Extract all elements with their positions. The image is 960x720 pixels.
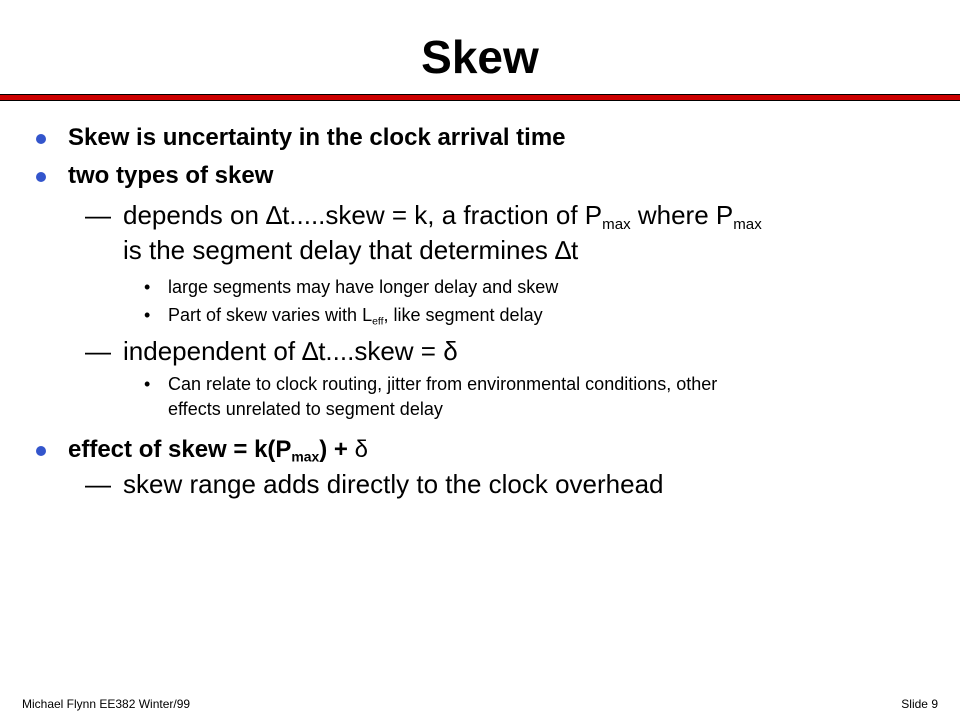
detail-text: effects unrelated to segment delay	[168, 399, 443, 419]
detail-item	[144, 373, 718, 396]
sub-item	[85, 468, 664, 500]
delta-small-symbol: δ	[443, 336, 458, 366]
bullet-item	[68, 123, 566, 153]
subscript: max	[602, 215, 631, 233]
title-rule	[0, 94, 960, 101]
delta-symbol: ∆	[555, 235, 572, 265]
subscript: eff	[372, 316, 384, 328]
detail-text: Can relate to clock routing, jitter from environmental conditions, other	[168, 374, 718, 394]
sub-item	[85, 335, 458, 367]
sub-item	[85, 199, 762, 233]
delta-symbol: ∆	[266, 200, 283, 230]
small-bullet-icon: •	[144, 374, 151, 394]
bullet-text: two types of skew	[68, 162, 274, 189]
slide-title: Skew	[421, 31, 539, 83]
sub-text: independent of	[123, 336, 303, 366]
detail-text: Part of skew varies with L	[168, 305, 373, 325]
dash-marker: —	[85, 200, 111, 230]
sub-text: depends on	[123, 200, 267, 230]
detail-item-continuation	[168, 398, 443, 421]
subscript: max	[733, 215, 762, 233]
sub-text: t....skew =	[318, 336, 444, 366]
bullet-item	[68, 435, 368, 465]
footer-slide-number: Slide 9	[901, 697, 938, 711]
sub-item-continuation	[123, 234, 578, 266]
detail-text: large segments may have longer delay and skew	[168, 277, 559, 297]
bullet-text: Skew is uncertainty in the clock arrival time	[68, 124, 566, 151]
bullet-dot-icon	[36, 446, 46, 456]
detail-item	[144, 304, 543, 328]
subscript: max	[291, 448, 320, 465]
delta-symbol: ∆	[302, 336, 319, 366]
small-bullet-icon: •	[144, 277, 151, 297]
bullet-dot-icon	[36, 172, 46, 182]
detail-item	[144, 276, 559, 299]
dash-marker: —	[85, 469, 111, 499]
delta-small-symbol: δ	[354, 436, 368, 463]
dash-marker: —	[85, 336, 111, 366]
sub-text: t.....skew = k, a fraction of P	[282, 200, 603, 230]
bullet-text: ) +	[319, 436, 355, 463]
small-bullet-icon: •	[144, 305, 151, 325]
sub-text: is the segment delay that determines	[123, 235, 556, 265]
footer-author: Michael Flynn EE382 Winter/99	[22, 697, 191, 711]
bullet-text: effect of skew = k(P	[68, 436, 292, 463]
sub-text: where P	[630, 200, 734, 230]
sub-text: t	[571, 235, 579, 265]
detail-text: , like segment delay	[383, 305, 543, 325]
bullet-dot-icon	[36, 134, 46, 144]
bullet-item	[68, 161, 273, 191]
sub-text: skew range adds directly to the clock overhead	[123, 469, 664, 499]
